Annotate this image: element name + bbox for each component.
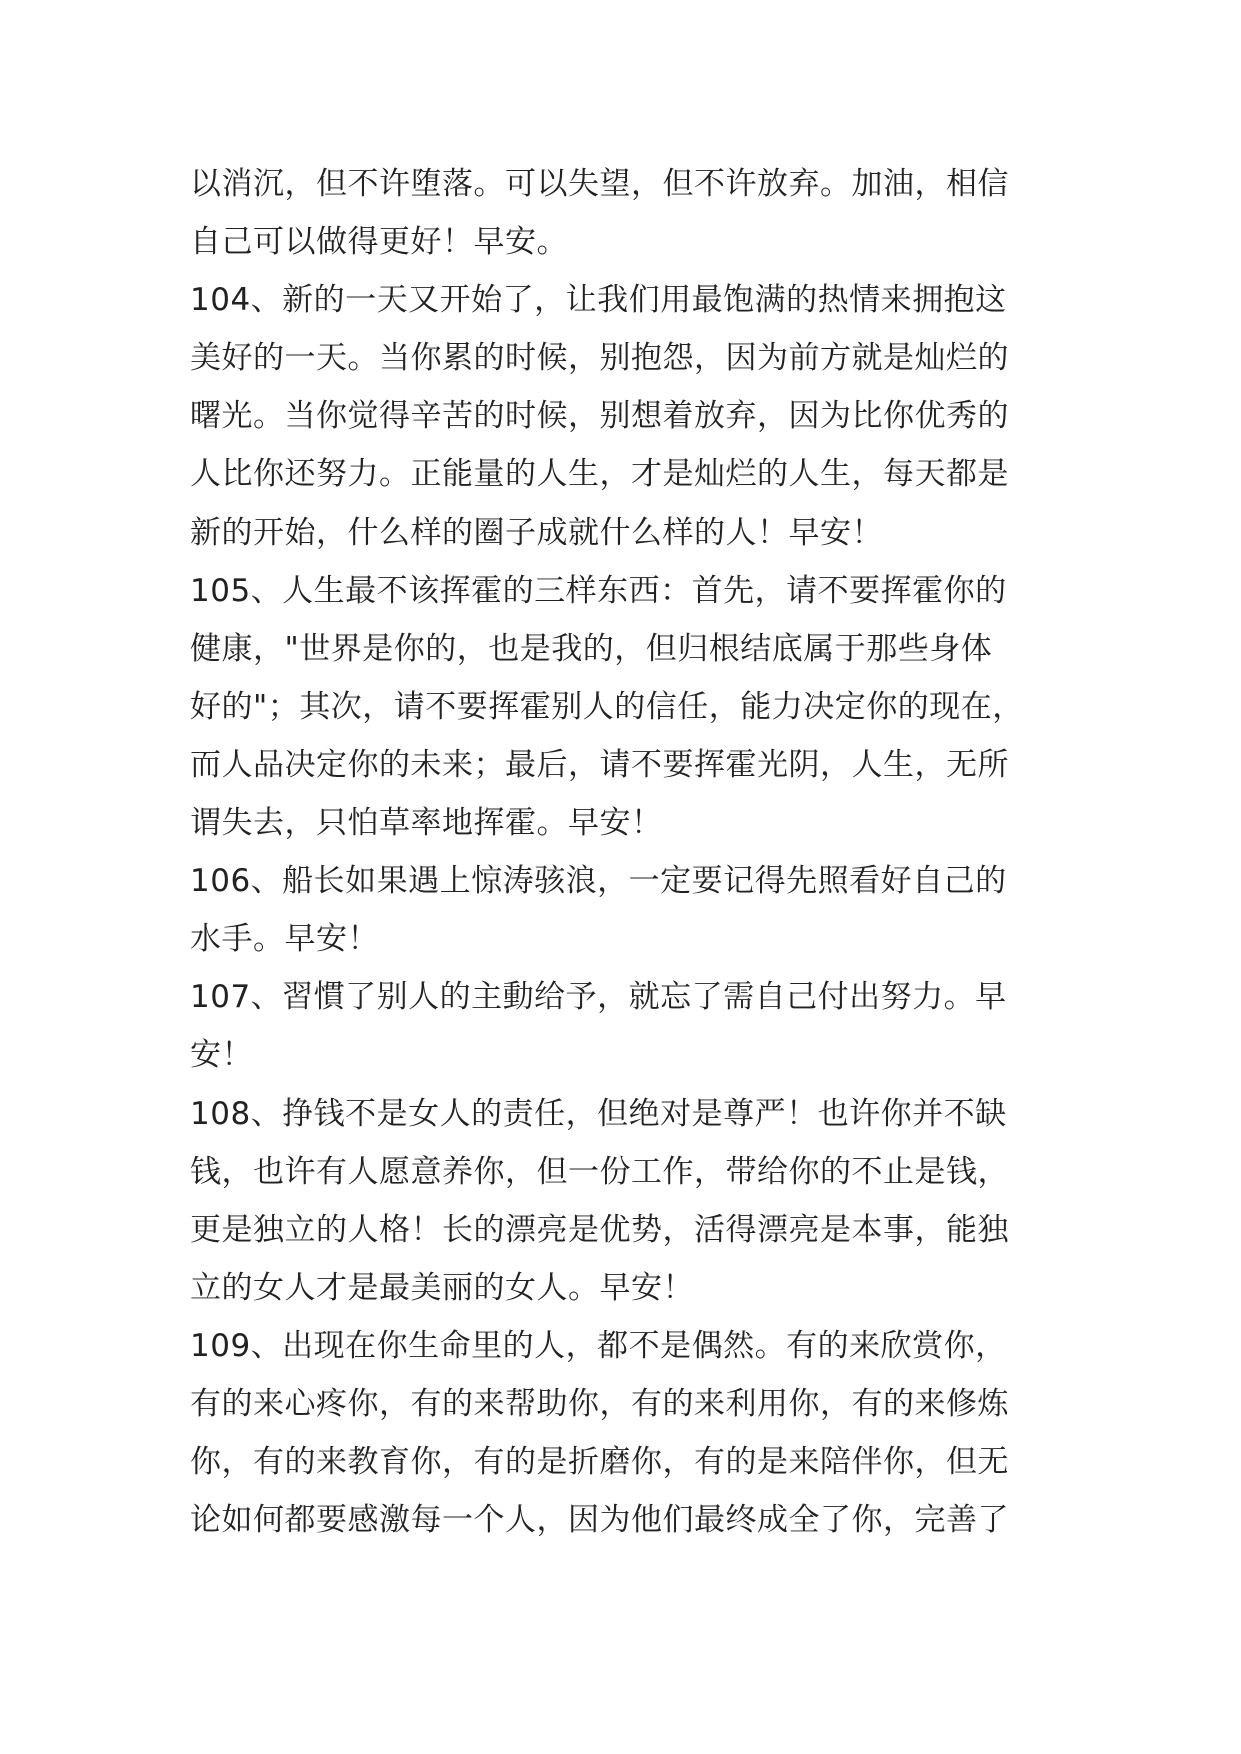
text-line: 109、出现在你生命里的人，都不是偶然。有的来欣赏你， [190,1327,1007,1364]
text-line: 自己可以做得更好！早安。 [190,224,568,261]
text-line: 105、人生最不该挥霍的三样东西：首先，请不要挥霍你的 [190,572,1007,609]
text-line: 更是独立的人格！长的漂亮是优势，活得漂亮是本事，能独 [190,1211,1009,1248]
text-line: 新的开始，什么样的圈子成就什么样的人！早安！ [190,514,883,551]
text-line: 谓失去，只怕草率地挥霍。早安！ [190,805,663,842]
text-line: 人比你还努力。正能量的人生，才是灿烂的人生，每天都是 [190,456,1009,493]
text-line: 以消沉，但不许堕落。可以失望，但不许放弃。加油，相信 [190,166,1009,202]
text-line: 健康，"世界是你的，也是我的，但归根结底属于那些身体 [190,630,993,667]
text-line: 你，有的来教育你，有的是折磨你，有的是来陪伴你，但无 [190,1444,1009,1481]
text-line: 安！ [190,1037,253,1074]
text-line: 而人品决定你的未来；最后，请不要挥霍光阴，人生，无所 [190,746,1009,783]
body-text [190,155,1090,1549]
text-line: 曙光。当你觉得辛苦的时候，别想着放弃，因为比你优秀的 [190,398,1009,435]
text-line: 钱，也许有人愿意养你，但一份工作，带给你的不止是钱， [190,1153,1009,1190]
text-line: 108、挣钱不是女人的责任，但绝对是尊严！也许你并不缺 [190,1095,1007,1132]
text-line: 107、習慣了别人的主動给予，就忘了需自己付出努力。早 [190,979,1007,1016]
text-line: 104、新的一天又开始了，让我们用最饱满的热情来拥抱这 [190,282,1007,319]
text-line: 水手。早安！ [190,921,379,958]
text-line: 106、船长如果遇上惊涛骇浪，一定要记得先照看好自己的 [190,863,1007,900]
text-line: 美好的一天。当你累的时候，别抱怨，因为前方就是灿烂的 [190,340,1009,377]
text-line: 论如何都要感激每一个人，因为他们最终成全了你，完善了 [190,1502,1009,1539]
text-line: 有的来心疼你，有的来帮助你，有的来利用你，有的来修炼 [190,1385,1009,1422]
text-line: 立的女人才是最美丽的女人。早安！ [190,1269,694,1306]
text-line: 好的"；其次，请不要挥霍别人的信任，能力决定你的现在， [190,688,1024,725]
